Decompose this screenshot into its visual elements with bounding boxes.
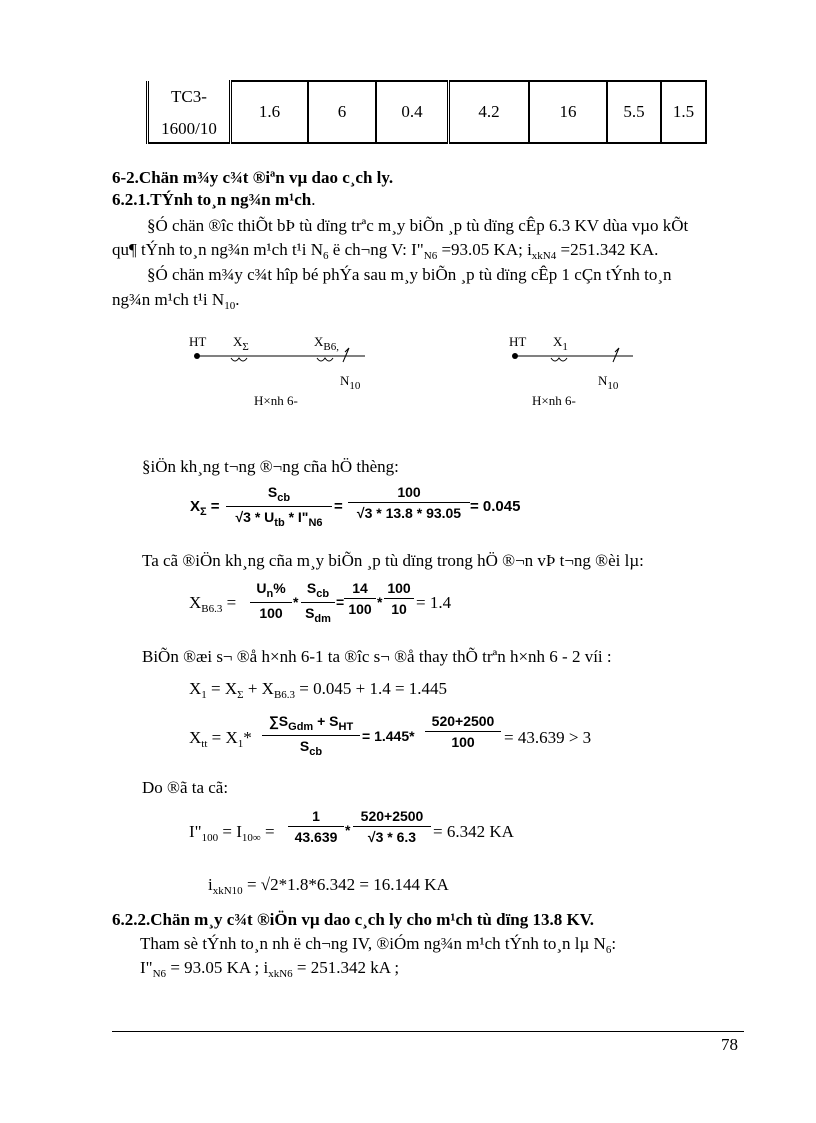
eq-text: = I: [218, 822, 242, 841]
fraction-bar: [353, 826, 431, 827]
subscript: 10: [607, 380, 619, 392]
eq-text: S: [299, 738, 310, 754]
eq2-mul: *: [377, 594, 383, 610]
table-cell: 1.6: [231, 81, 309, 143]
subscript: 10: [224, 300, 236, 312]
fraction-bar: [250, 602, 292, 603]
subsection-heading: [112, 190, 315, 210]
subscript: B6,: [323, 341, 339, 353]
eq-text: = √2*1.8*6.342 = 16.144 KA: [242, 875, 449, 894]
paragraph-line: §iÖn kh¸ng t¬ng ®¬ng cña hÖ thèng:: [142, 457, 399, 476]
eq-text: = 0.045 + 1.4 = 1.445: [295, 679, 448, 698]
table-cell: 0.4: [376, 81, 449, 143]
table-cell: 5.5: [607, 81, 661, 143]
denominator: √3 * 6.3: [367, 829, 417, 845]
table-cell: 1.5: [661, 81, 706, 143]
numerator: 14: [352, 580, 368, 596]
paragraph-line: [112, 290, 239, 312]
eq4-result: = 43.639 > 3: [504, 728, 592, 747]
denominator: 100: [259, 605, 283, 621]
eq2-fraction-2: [301, 580, 335, 625]
denominator: 10: [391, 601, 407, 617]
subscript: N6: [152, 968, 167, 980]
table-cell: 16: [529, 81, 607, 143]
eq5-fraction-2: [353, 808, 431, 845]
numerator: 520+2500: [360, 808, 424, 824]
eq-text: X: [189, 679, 202, 698]
text-run: =93.05 KA; i: [437, 240, 532, 259]
eq-text: U: [256, 580, 267, 596]
label-text: X: [233, 334, 243, 349]
diagram2-ht-label: HT: [509, 334, 527, 349]
eq3: [189, 679, 447, 701]
subscript: cb: [277, 492, 291, 504]
eq-text: = X: [206, 679, 238, 698]
denominator: 100: [451, 734, 475, 750]
eq-text: ∑S: [268, 713, 289, 729]
subscript: tt: [201, 738, 208, 750]
subscript: 6: [605, 944, 612, 956]
subscript: 10: [349, 380, 361, 392]
table-cell-name: [148, 81, 231, 143]
diagram2-x-label: [553, 334, 568, 353]
diagram2-n-label: [598, 373, 618, 392]
subscript: Σ: [200, 506, 207, 518]
denominator: √3 * 13.8 * 93.05: [356, 505, 462, 521]
eq1-fraction-1: [226, 484, 332, 529]
numerator: [262, 713, 360, 733]
eq2-result: = 1.4: [416, 593, 452, 612]
paragraph-line: [112, 240, 658, 262]
eq2-equals: =: [336, 594, 345, 610]
subscript: 10∞: [241, 832, 261, 844]
numerator: 100: [397, 484, 421, 500]
fraction-bar: [384, 598, 414, 599]
label-text: N: [598, 373, 608, 388]
fraction-bar: [348, 502, 470, 503]
heading-period: .: [311, 190, 316, 209]
denominator: [301, 605, 335, 625]
page-number: 78: [721, 1035, 738, 1054]
subscript: Σ: [242, 341, 249, 353]
subscript: xkN4: [531, 250, 557, 262]
text-run: qu¶ tÝnh to¸n ng¾n m¹ch t¹i N: [112, 240, 324, 259]
eq-text: S: [267, 484, 278, 500]
subscript: xkN10: [212, 885, 243, 897]
label-text: X: [314, 334, 324, 349]
eq-text: X: [189, 593, 202, 612]
eq2-fraction-4: [384, 580, 414, 617]
subscript: B6.3: [273, 689, 296, 701]
subscript: 1: [562, 341, 568, 353]
section-heading: 6-2.Chän m¾y c¾t ®iªn vµ dao c¸ch ly.: [112, 168, 394, 187]
diagram1-caption: H×nh 6-: [254, 393, 298, 408]
paragraph-line: Ta cã ®iÖn kh¸ng cña m¸y biÕn ¸p tù dïng trong hÖ ®¬n vÞ t¬ng ®èi lµ:: [142, 551, 644, 570]
subscript: dm: [314, 613, 331, 625]
eq-text: I": [189, 822, 202, 841]
table-cell: 6: [308, 81, 376, 143]
paragraph-line: [140, 958, 399, 980]
eq1-fraction-2: [348, 484, 470, 521]
text-run: ng¾n m¹ch t¹i N: [112, 290, 225, 309]
text-run: ë ch¬ng V: I": [328, 240, 424, 259]
text-run: Tham sè tÝnh to¸n nh ë ch¬ng IV, ®iÓm ng¾n m¹ch tÝnh to¸n lµ N: [140, 934, 606, 953]
paragraph-line: Do ®ã ta cã:: [142, 778, 229, 797]
cell-line2: 1600/10: [161, 118, 217, 138]
label-text: X: [553, 334, 563, 349]
diagram1-ht-label: HT: [189, 334, 207, 349]
eq4-fraction-2: [425, 713, 501, 750]
eq-text: X: [189, 728, 202, 747]
subscript: 100: [201, 832, 219, 844]
eq2-fraction-1: [250, 580, 292, 621]
eq1-lhs: $X_\Sigma$ =: [190, 498, 220, 518]
text-run: = 251.342 kA ;: [292, 958, 400, 977]
paragraph-line: §Ó chän m¾y c¾t hîp bé phÝa sau m¸y biÕn ¸p tù dïng cÊp 1 cÇn tÝnh to¸n: [147, 265, 672, 284]
subscript: HT: [338, 721, 354, 733]
eq4-fraction-1: [262, 713, 360, 758]
subsection-heading: 6.2.2.Chän m¸y c¾t ®iÖn vµ dao c¸ch ly cho m¹ch tù dïng 13.8 KV.: [112, 910, 595, 929]
eq2-mul: *: [293, 594, 299, 610]
footer-divider: [112, 1031, 744, 1032]
eq-text: *: [243, 728, 252, 747]
eq5-fraction-1: [288, 808, 344, 845]
eq-text: X: [190, 498, 201, 515]
eq6: [208, 875, 449, 897]
subscript: N6: [308, 517, 323, 529]
eq-text: = X: [207, 728, 238, 747]
eq-text: * I": [284, 509, 309, 525]
paragraph-line: BiÕn ®æi s¬ ®å h×nh 6-1 ta ®îc s¬ ®å thay thÕ trªn h×nh 6 - 2 víi :: [142, 647, 612, 666]
text-run: I": [140, 958, 153, 977]
heading-text: 6.2.1.TÝnh to¸n ng¾n m¹ch: [112, 190, 312, 209]
table-cell: 4.2: [449, 81, 530, 143]
numerator: 1: [312, 808, 320, 824]
eq-text: S: [305, 605, 315, 621]
subscript: Σ: [237, 689, 244, 701]
eq-text: S: [306, 580, 317, 596]
text-run: .: [235, 290, 240, 309]
diagram2-caption: H×nh 6-: [532, 393, 576, 408]
text-run: = 93.05 KA ; i: [166, 958, 269, 977]
subscript: 1: [201, 689, 207, 701]
subscript: B6.3: [201, 603, 223, 615]
eq-text: %: [273, 580, 286, 596]
fraction-bar: [344, 598, 376, 599]
eq-text: + S: [313, 713, 339, 729]
eq1-equals: =: [334, 498, 343, 515]
numerator: 520+2500: [431, 713, 495, 729]
numerator: [226, 484, 332, 504]
eq5-mul: *: [345, 822, 351, 838]
numerator: 100: [387, 580, 411, 596]
subscript: n: [266, 588, 274, 600]
label-text: N: [340, 373, 350, 388]
text-run: =251.342 KA.: [556, 240, 659, 259]
fraction-bar: [262, 735, 360, 736]
eq1-result: = 0.045: [470, 498, 521, 515]
fraction-bar: [425, 731, 501, 732]
eq2-lhs: $X_{B6.3}$ =: [189, 593, 237, 615]
denominator: 43.639: [294, 829, 338, 845]
subscript: N6: [423, 250, 438, 262]
text-run: :: [611, 934, 617, 953]
fraction-bar: [301, 602, 335, 603]
eq-text: i: [208, 875, 213, 894]
eq-text: + X: [243, 679, 274, 698]
denominator: [262, 738, 360, 758]
eq5-result: = 6.342 KA: [433, 822, 514, 841]
eq4-coef: = 1.445*: [362, 728, 415, 744]
subscript: 6: [323, 250, 329, 262]
eq-text: √3 * U: [235, 509, 275, 525]
table-row: [148, 81, 707, 143]
cell-line1: TC3-: [171, 86, 207, 106]
fraction-bar: [288, 826, 344, 827]
fraction-bar: [226, 506, 332, 507]
paragraph-line: §Ó chän ®îc thiÕt bÞ tù dïng trªc m¸y biÕn ¸p tù dïng cÊp 6.3 KV dùa vµo kÕt: [147, 216, 689, 235]
diagram1-xb-label: [314, 334, 339, 353]
subscript: xkN6: [268, 968, 293, 980]
parameter-table: [146, 80, 707, 144]
subscript: 1: [237, 738, 244, 750]
eq-text: =: [260, 822, 275, 841]
eq5-lhs: [189, 822, 275, 844]
numerator: [250, 580, 292, 600]
denominator: [226, 509, 332, 529]
subscript: tb: [274, 517, 285, 529]
paragraph-line: [140, 934, 616, 956]
eq4-lhs: [189, 728, 252, 750]
diagram1-x-label: [233, 334, 249, 353]
diagram1-n-label: [340, 373, 360, 392]
numerator: [301, 580, 335, 600]
eq2-fraction-3: [344, 580, 376, 617]
subscript: cb: [316, 588, 330, 600]
subscript: Gdm: [288, 721, 314, 733]
subscript: cb: [309, 746, 323, 758]
denominator: 100: [348, 601, 372, 617]
